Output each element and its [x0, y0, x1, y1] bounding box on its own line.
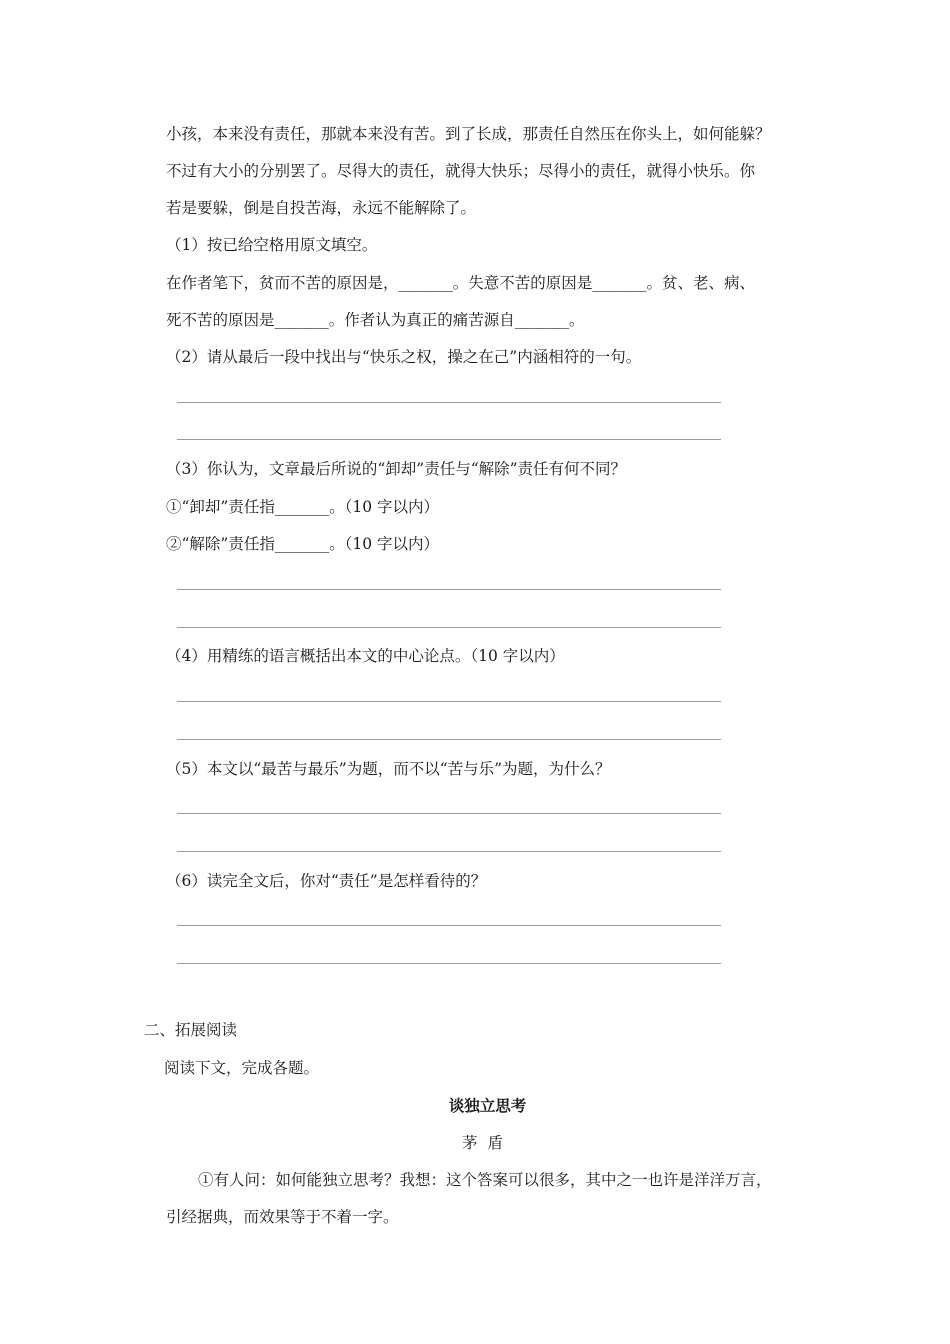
- article-author: 茅盾: [461, 1134, 513, 1152]
- paragraph-line: 引经据典，而效果等于不着一字。: [166, 1208, 399, 1226]
- question-prompt: （1）按已给空格用原文填空。: [166, 236, 378, 254]
- passage-line: 不过有大小的分别罢了。尽得大的责任，就得大快乐；尽得小的责任，就得小快乐。你: [166, 162, 756, 180]
- answer-line[interactable]: [177, 701, 721, 702]
- question-prompt: （3）你认为，文章最后所说的“卸却”责任与“解除”责任有何不同？: [166, 460, 627, 478]
- paragraph-line: ①有人问：如何能独立思考？我想：这个答案可以很多，其中之一也许是洋洋万言，: [198, 1171, 772, 1189]
- question-prompt: （4）用精练的语言概括出本文的中心论点。（10 字以内）: [166, 647, 565, 665]
- question-prompt: （5）本文以“最苦与最乐”为题，而不以“苦与乐”为题，为什么？: [166, 760, 611, 778]
- section-heading: 二、拓展阅读: [144, 1021, 238, 1039]
- fill-blank-line[interactable]: ②“解除”责任指_______。（10 字以内）: [166, 535, 439, 553]
- answer-line[interactable]: [177, 627, 721, 628]
- question-prompt: （2）请从最后一段中找出与“快乐之权，操之在己”内涵相符的一句。: [166, 348, 642, 366]
- reading-instruction: 阅读下文，完成各题。: [164, 1059, 320, 1077]
- question-prompt: （6）读完全文后，你对“责任”是怎样看待的？: [166, 872, 487, 890]
- fill-blank-line[interactable]: 死不苦的原因是_______。作者认为真正的痛苦源自_______。: [166, 311, 585, 329]
- passage-line: 若是要躲，倒是自投苦海，永远不能解除了。: [166, 199, 477, 217]
- answer-line[interactable]: [177, 925, 721, 926]
- answer-line[interactable]: [177, 589, 721, 590]
- answer-line[interactable]: [177, 851, 721, 852]
- fill-blank-line[interactable]: 在作者笔下，贫而不苦的原因是，_______。失意不苦的原因是_______。贫、老、病、: [166, 274, 756, 292]
- answer-line[interactable]: [177, 963, 721, 964]
- answer-line[interactable]: [177, 813, 721, 814]
- answer-line[interactable]: [177, 739, 721, 740]
- passage-line: 小孩，本来没有责任，那就本来没有苦。到了长成，那责任自然压在你头上，如何能躲？: [166, 125, 771, 143]
- answer-line[interactable]: [177, 402, 721, 403]
- fill-blank-line[interactable]: ①“卸却”责任指_______。（10 字以内）: [166, 498, 439, 516]
- answer-line[interactable]: [177, 439, 721, 440]
- article-title: 谈独立思考: [448, 1096, 527, 1115]
